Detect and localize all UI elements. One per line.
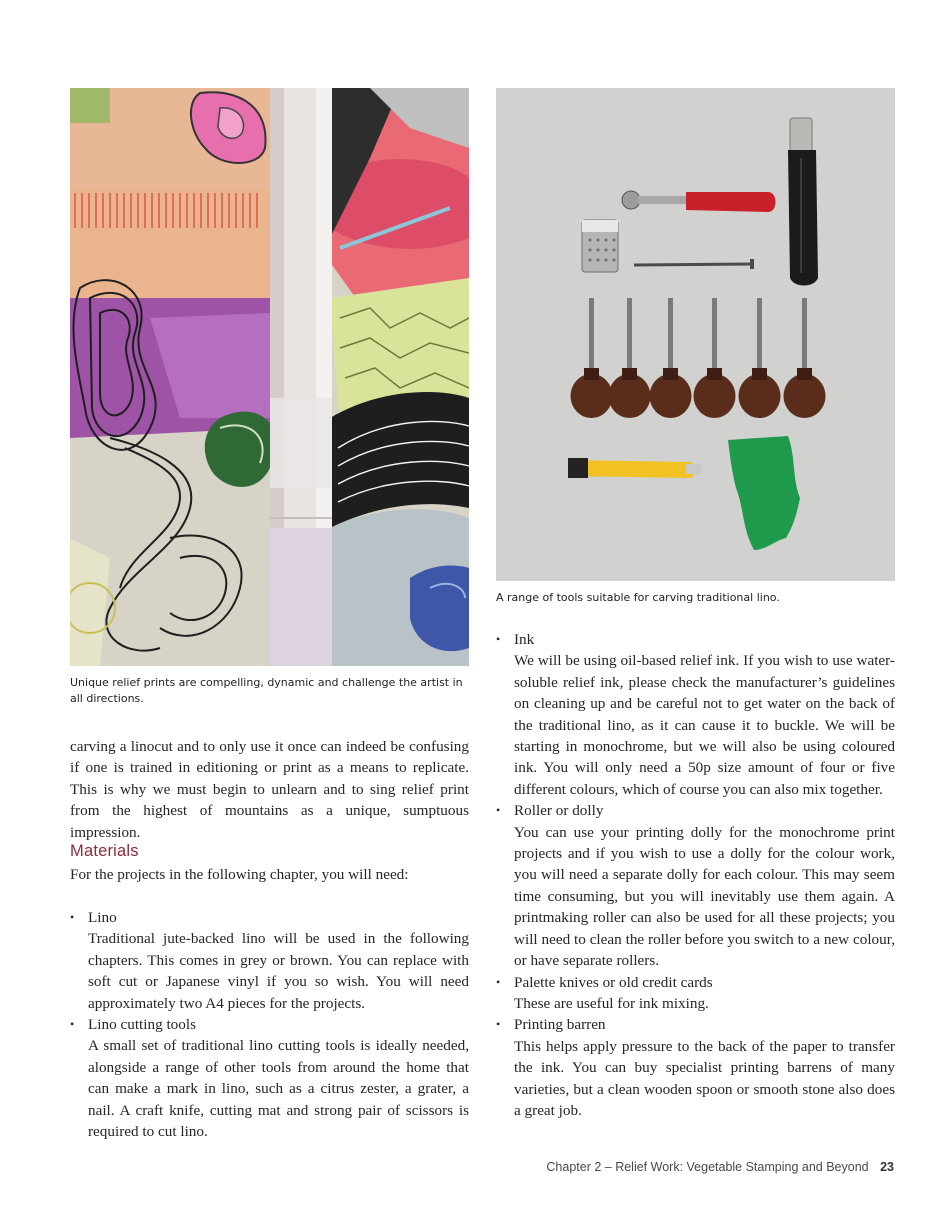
item-title: Printing barren: [514, 1016, 606, 1034]
item-description: We will be using oil-based relief ink. If you wish to use water-soluble relief ink, please check the manufacturer’s guidelines on cleaning up and be careful not to get water on the back of the traditional lino, as it can cause it to buckle. We will be starting in monochrome, but we will also be using coloured ink. You will only need a 50p size amount of four or five different colours, which of course you can also mix together.: [514, 652, 895, 798]
bullet-icon: •: [496, 803, 501, 818]
materials-heading: Materials: [70, 842, 139, 860]
bullet-icon: •: [70, 1017, 75, 1032]
item-description: You can use your printing dolly for the monochrome print projects and if you wish to use a dolly for the colour work, you will need a separate dolly for each colour. This may seem time consuming, but you will inevitably use them again. A printmaking roller can also be used for all these projects; you will need to clean the roller before you switch to a new colour, or have separate rollers.: [514, 823, 895, 970]
list-item: [70, 907, 469, 1014]
carving-tools-photo: [496, 88, 895, 581]
item-description: These are useful for ink mixing.: [514, 994, 709, 1012]
item-description: A small set of traditional lino cutting tools is ideally needed, alongside a range of other tools from around the home that can make a mark in lino, such as a citrus zester, a grater, a nail. A craft knife, cutting mat and strong pair of scissors is required to cut lino.: [88, 1037, 469, 1141]
bullet-icon: •: [496, 1017, 501, 1032]
carving-tools-caption: A range of tools suitable for carving traditional lino.: [496, 591, 780, 604]
item-description: Traditional jute-backed lino will be used in the following chapters. This comes in grey or brown. You can replace with soft cut or Japanese vinyl if you so wish. You will need approximately two A4 pieces for the projects.: [88, 930, 469, 1012]
item-title: Ink: [514, 631, 535, 648]
page-footer: [546, 1160, 894, 1174]
bullet-icon: •: [496, 974, 501, 989]
item-title: Roller or dolly: [514, 802, 604, 820]
materials-list-left: [70, 907, 469, 1142]
page-number: 23: [880, 1160, 894, 1174]
item-title: Palette knives or old credit cards: [514, 973, 713, 991]
list-item: [70, 1014, 469, 1142]
list-item: [496, 800, 895, 971]
bullet-icon: •: [496, 632, 501, 646]
chapter-title: Chapter 2 – Relief Work: Vegetable Stamping and Beyond: [546, 1160, 869, 1174]
relief-prints-photo: [70, 88, 469, 666]
item-title: Lino: [88, 909, 117, 926]
item-description: This helps apply pressure to the back of the paper to transfer the ink. You can buy specialist printing barrens of many varieties, but a clean wooden spoon or smooth stone also does a great job.: [514, 1037, 895, 1119]
list-item: [496, 1014, 895, 1121]
materials-intro: For the projects in the following chapter, you will need:: [70, 866, 409, 883]
list-item: [496, 629, 895, 800]
item-title: Lino cutting tools: [88, 1016, 196, 1034]
relief-prints-caption: Unique relief prints are compelling, dynamic and challenge the artist in all directions.: [70, 676, 463, 705]
list-item: [496, 972, 895, 1015]
intro-paragraph: carving a linocut and to only use it once can indeed be confusing if one is trained in editioning or print as a means to replicate. This is why we must begin to unlearn and to sing relief print from the highest of mountains as a unique, sumptuous impression.: [70, 738, 469, 841]
materials-list-right: [496, 629, 895, 1121]
bullet-icon: •: [70, 910, 75, 924]
